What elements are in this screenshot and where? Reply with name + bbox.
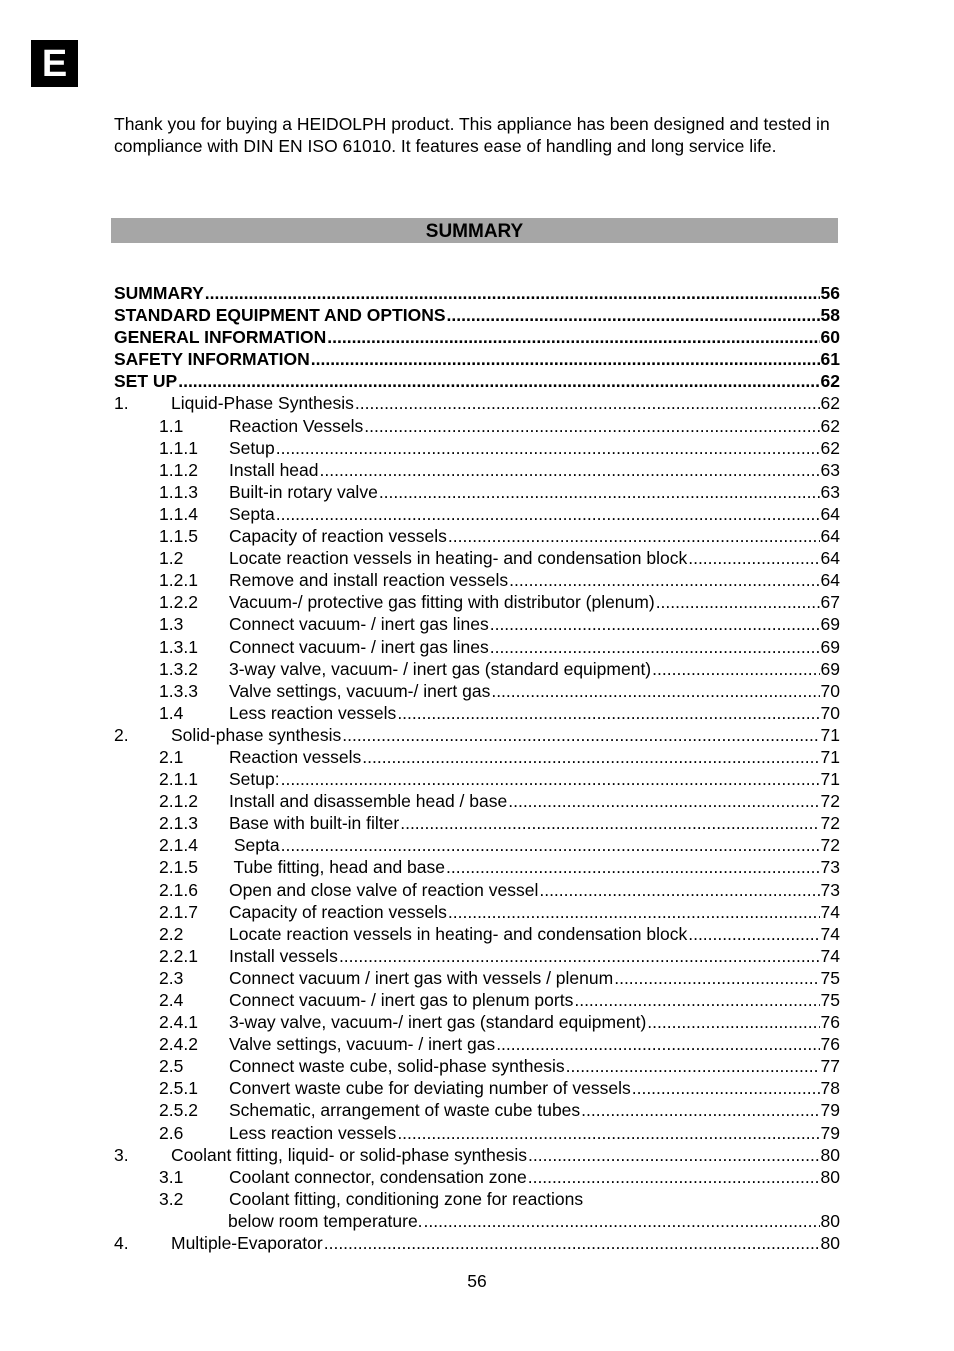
toc-entry [114, 481, 840, 503]
toc-entry [114, 901, 840, 923]
toc-entry-page: 71 [820, 769, 840, 790]
toc-entry-number: 2.1.4 [159, 835, 198, 856]
toc-entry-title: Coolant fitting, conditioning zone for reactions [229, 1188, 584, 1209]
toc-entry-title: Locate reaction vessels in heating- and condensation block [229, 548, 688, 569]
toc-entry [114, 1011, 840, 1033]
toc-entry-number: 1.1.4 [159, 503, 198, 524]
toc-entry-title: Liquid-Phase Synthesis [171, 393, 354, 414]
toc-entry-number: 1. [114, 393, 129, 414]
toc-entry-title: Septa [229, 503, 275, 524]
toc-entry [114, 1232, 840, 1254]
toc-entry-page: 73 [820, 857, 840, 878]
toc-entry [114, 658, 840, 680]
toc-entry-number: 2.4 [159, 990, 184, 1010]
toc-entry-page: 67 [820, 592, 840, 613]
toc-entry-page: 72 [820, 813, 840, 834]
toc-entry-title: Connect vacuum- / inert gas lines [229, 636, 489, 657]
toc-leader-dots [508, 790, 819, 812]
toc-entry-title: Base with built-in filter [229, 813, 400, 834]
toc-leader-dots [311, 348, 820, 370]
toc-entry-page: 63 [820, 481, 840, 502]
toc-leader-dots [632, 1077, 820, 1099]
toc-entry-page: 69 [820, 614, 840, 635]
toc-entry-number: 4. [114, 1233, 129, 1254]
toc-leader-dots [362, 746, 819, 768]
toc-entry-number: 1.1.1 [159, 437, 198, 458]
toc-entry [114, 1210, 840, 1232]
toc-entry [114, 282, 840, 304]
toc-entry-title: GENERAL INFORMATION [114, 327, 327, 348]
toc-entry-number: 1.1.2 [159, 459, 198, 480]
toc-entry-title: Septa [229, 835, 280, 856]
toc-entry-title: Connect waste cube, solid-phase synthesis [229, 1056, 565, 1077]
toc-entry-title: 3-way valve, vacuum- / inert gas (standard equipment) [229, 658, 652, 679]
toc-entry [114, 1099, 840, 1121]
toc-entry [114, 613, 840, 635]
toc-entry-page: 63 [820, 459, 840, 480]
toc-leader-dots [281, 768, 820, 790]
toc-entry-title: STANDARD EQUIPMENT AND OPTIONS [114, 305, 446, 326]
toc-entry-title: Solid-phase synthesis [171, 724, 342, 745]
toc-leader-dots [281, 834, 820, 856]
toc-leader-dots [448, 901, 820, 923]
toc-entry-title: below room temperature. [228, 1210, 423, 1231]
toc-entry-number: 2.3 [159, 967, 184, 988]
toc-leader-dots [342, 724, 819, 746]
toc-entry [114, 812, 840, 834]
toc-leader-dots [491, 680, 819, 702]
toc-leader-dots [397, 702, 819, 724]
toc-entry [114, 591, 840, 613]
toc-entry-page: 70 [820, 702, 840, 723]
toc-entry-page: 70 [820, 680, 840, 701]
toc-entry [114, 1166, 840, 1188]
toc-leader-dots [448, 525, 820, 547]
toc-leader-dots [397, 1122, 819, 1144]
toc-entry [114, 459, 840, 481]
toc-entry-number: 2.6 [159, 1122, 184, 1143]
toc-leader-dots [276, 503, 820, 525]
section-title: SUMMARY [111, 218, 838, 243]
toc-entry [114, 1033, 840, 1055]
toc-leader-dots [647, 1011, 819, 1033]
toc-entry-title: Setup [229, 437, 275, 458]
toc-entry-page: 69 [820, 636, 840, 657]
toc-leader-dots [528, 1166, 820, 1188]
toc-entry-title: Reaction Vessels [229, 415, 364, 436]
toc-entry-page: 73 [820, 879, 840, 900]
toc-leader-dots [539, 879, 819, 901]
toc-leader-dots [355, 392, 820, 414]
toc-entry-number: 1.3 [159, 614, 184, 635]
toc-entry-page: 69 [820, 658, 840, 679]
toc-entry-page: 62 [820, 371, 840, 392]
toc-leader-dots [688, 547, 819, 569]
toc-entry-number: 2. [114, 724, 129, 745]
toc-entry-page: 75 [820, 990, 840, 1010]
toc-entry-title: Vacuum-/ protective gas fitting with distributor (plenum) [229, 592, 655, 613]
toc-entry [114, 746, 840, 768]
toc-entry [114, 547, 840, 569]
page-number: 56 [467, 1271, 487, 1291]
toc-entry-page: 60 [820, 327, 840, 348]
toc-entry-number: 1.3.2 [159, 658, 198, 679]
toc-entry-page: 64 [820, 570, 840, 591]
toc-entry-number: 1.3.3 [159, 680, 198, 701]
toc-leader-dots [566, 1055, 820, 1077]
toc-entry-page: 71 [820, 746, 840, 767]
toc-entry [114, 945, 840, 967]
toc-entry [114, 879, 840, 901]
toc-entry-number: 3.1 [159, 1166, 184, 1187]
toc-entry-number: 2.5.1 [159, 1078, 198, 1099]
toc-entry-page: 77 [820, 1056, 840, 1077]
toc-entry-title: Setup: [229, 769, 280, 790]
toc-entry-page: 62 [820, 437, 840, 458]
toc-entry [114, 370, 840, 392]
toc-leader-dots [446, 856, 820, 878]
toc-entry-number: 2.4.1 [159, 1012, 198, 1033]
toc-leader-dots [490, 636, 820, 658]
toc-entry-number: 1.4 [159, 702, 184, 723]
toc-entry [114, 702, 840, 724]
toc-leader-dots [324, 1232, 820, 1254]
toc-entry-title: Multiple-Evaporator [171, 1233, 323, 1254]
toc-entry-number: 1.1.5 [159, 526, 198, 547]
toc-entry-number: 2.1.5 [159, 857, 198, 878]
toc-entry [114, 304, 840, 326]
toc-entry [114, 348, 840, 370]
toc-entry-number: 2.1.7 [159, 901, 198, 922]
toc-entry-page: 56 [820, 283, 840, 303]
toc-entry-number: 1.2 [159, 548, 184, 569]
toc-entry-title: Valve settings, vacuum- / inert gas [229, 1034, 496, 1055]
language-tab: E [31, 40, 78, 87]
toc-entry-number: 2.1 [159, 746, 184, 767]
toc-entry-page: 80 [820, 1166, 840, 1187]
toc-entry-title: Locate reaction vessels in heating- and condensation block [229, 923, 688, 944]
toc-entry-title: Coolant connector, condensation zone [229, 1166, 527, 1187]
toc-leader-dots [490, 613, 820, 635]
toc-entry [114, 834, 840, 856]
toc-entry-title: Built-in rotary valve [229, 481, 378, 502]
toc-entry-title: 3-way valve, vacuum-/ inert gas (standard equipment) [229, 1012, 647, 1033]
toc-leader-dots [509, 569, 819, 591]
toc-entry-page: 76 [820, 1012, 840, 1033]
toc-entry-page: 61 [820, 349, 840, 370]
toc-leader-dots [656, 591, 820, 613]
toc-entry-title: Install vessels [229, 945, 338, 966]
toc-leader-dots [379, 481, 820, 503]
toc-entry-number: 2.5 [159, 1056, 184, 1077]
toc-entry-page: 62 [820, 415, 840, 436]
toc-leader-dots [178, 370, 819, 392]
toc-leader-dots [339, 945, 820, 967]
toc-entry-number: 2.1.1 [159, 769, 198, 790]
toc-entry [114, 989, 840, 1011]
toc-leader-dots [276, 437, 820, 459]
toc-entry-title: Coolant fitting, liquid- or solid-phase synthesis [171, 1144, 528, 1165]
toc-entry-page: 72 [820, 791, 840, 812]
toc-entry-title: Install and disassemble head / base [229, 791, 508, 812]
toc-entry-page: 71 [820, 724, 840, 745]
toc-entry-number: 2.2.1 [159, 945, 198, 966]
toc-entry [114, 1188, 840, 1210]
toc-entry-number: 2.2 [159, 923, 184, 944]
toc-entry [114, 923, 840, 945]
toc-entry-number: 3.2 [159, 1188, 184, 1209]
toc-entry-page: 75 [820, 967, 840, 988]
toc-leader-dots [581, 1099, 819, 1121]
intro-paragraph: Thank you for buying a HEIDOLPH product. This appliance has been designed and tested in compliance with DIN EN ISO 61010. It features ease of handling and long service life. [114, 114, 830, 156]
toc-leader-dots [447, 304, 820, 326]
toc-entry [114, 1055, 840, 1077]
toc-leader-dots [688, 923, 819, 945]
toc-entry [114, 392, 840, 414]
toc-entry-page: 62 [820, 393, 840, 414]
table-of-contents [114, 282, 840, 1254]
toc-entry-title: Schematic, arrangement of waste cube tubes [229, 1100, 581, 1121]
toc-leader-dots [327, 326, 819, 348]
toc-leader-dots [652, 658, 819, 680]
toc-entry-number: 3. [114, 1144, 129, 1165]
toc-entry-title: Connect vacuum- / inert gas to plenum ports [229, 990, 574, 1010]
toc-entry-number: 1.1 [159, 415, 184, 436]
toc-entry [114, 636, 840, 658]
toc-entry-title: SUMMARY [114, 283, 204, 303]
toc-entry-page: 80 [820, 1233, 840, 1254]
toc-entry [114, 569, 840, 591]
toc-entry-page: 79 [820, 1100, 840, 1121]
toc-entry-number: 2.4.2 [159, 1034, 198, 1055]
toc-entry-number: 1.2.1 [159, 570, 198, 591]
toc-entry-page: 74 [820, 945, 840, 966]
toc-entry-title: Convert waste cube for deviating number of vessels [229, 1078, 631, 1099]
toc-entry [114, 415, 840, 437]
toc-entry-title: SET UP [114, 371, 178, 392]
toc-entry [114, 1144, 840, 1166]
toc-entry [114, 856, 840, 878]
toc-leader-dots [364, 415, 819, 437]
toc-entry-title: Install head [229, 459, 319, 480]
toc-entry-title: Less reaction vessels [229, 1122, 397, 1143]
toc-leader-dots [205, 282, 820, 304]
toc-entry-number: 2.1.2 [159, 791, 198, 812]
toc-leader-dots [424, 1210, 820, 1232]
toc-entry-page: 72 [820, 835, 840, 856]
toc-entry-number: 1.2.2 [159, 592, 198, 613]
toc-entry-page: 78 [820, 1078, 840, 1099]
toc-entry [114, 437, 840, 459]
toc-entry-title: Connect vacuum / inert gas with vessels / plenum [229, 967, 614, 988]
toc-entry-title: Reaction vessels [229, 746, 362, 767]
toc-entry-page: 80 [820, 1144, 840, 1165]
toc-entry-title: SAFETY INFORMATION [114, 349, 310, 370]
toc-entry-number: 2.1.6 [159, 879, 198, 900]
toc-entry-title: Tube fitting, head and base [229, 857, 445, 878]
toc-entry [114, 1122, 840, 1144]
toc-leader-dots [574, 989, 819, 1011]
toc-entry [114, 790, 840, 812]
toc-entry [114, 967, 840, 989]
toc-entry-page: 74 [820, 901, 840, 922]
toc-entry-number: 1.3.1 [159, 636, 198, 657]
toc-entry-page: 64 [820, 548, 840, 569]
toc-leader-dots [400, 812, 819, 834]
toc-entry [114, 503, 840, 525]
toc-entry [114, 525, 840, 547]
toc-entry-page: 74 [820, 923, 840, 944]
toc-entry-title: Open and close valve of reaction vessel [229, 879, 539, 900]
toc-entry-page: 64 [820, 526, 840, 547]
toc-leader-dots [320, 459, 820, 481]
toc-leader-dots [614, 967, 819, 989]
toc-leader-dots [496, 1033, 819, 1055]
toc-entry-page: 64 [820, 503, 840, 524]
toc-entry-title: Less reaction vessels [229, 702, 397, 723]
toc-entry [114, 724, 840, 746]
toc-entry-title: Connect vacuum- / inert gas lines [229, 614, 489, 635]
toc-entry-title: Capacity of reaction vessels [229, 901, 447, 922]
toc-entry [114, 1077, 840, 1099]
toc-entry-page: 76 [820, 1034, 840, 1055]
toc-entry [114, 768, 840, 790]
toc-entry-title: Capacity of reaction vessels [229, 526, 447, 547]
toc-entry-title: Remove and install reaction vessels [229, 570, 509, 591]
toc-entry-number: 1.1.3 [159, 481, 198, 502]
toc-entry-page: 79 [820, 1122, 840, 1143]
toc-entry [114, 326, 840, 348]
toc-leader-dots [528, 1144, 820, 1166]
toc-entry-number: 2.5.2 [159, 1100, 198, 1121]
toc-entry [114, 680, 840, 702]
toc-entry-page: 80 [820, 1210, 840, 1231]
toc-entry-title: Valve settings, vacuum-/ inert gas [229, 680, 491, 701]
toc-entry-page: 58 [820, 305, 840, 326]
toc-entry-number: 2.1.3 [159, 813, 198, 834]
